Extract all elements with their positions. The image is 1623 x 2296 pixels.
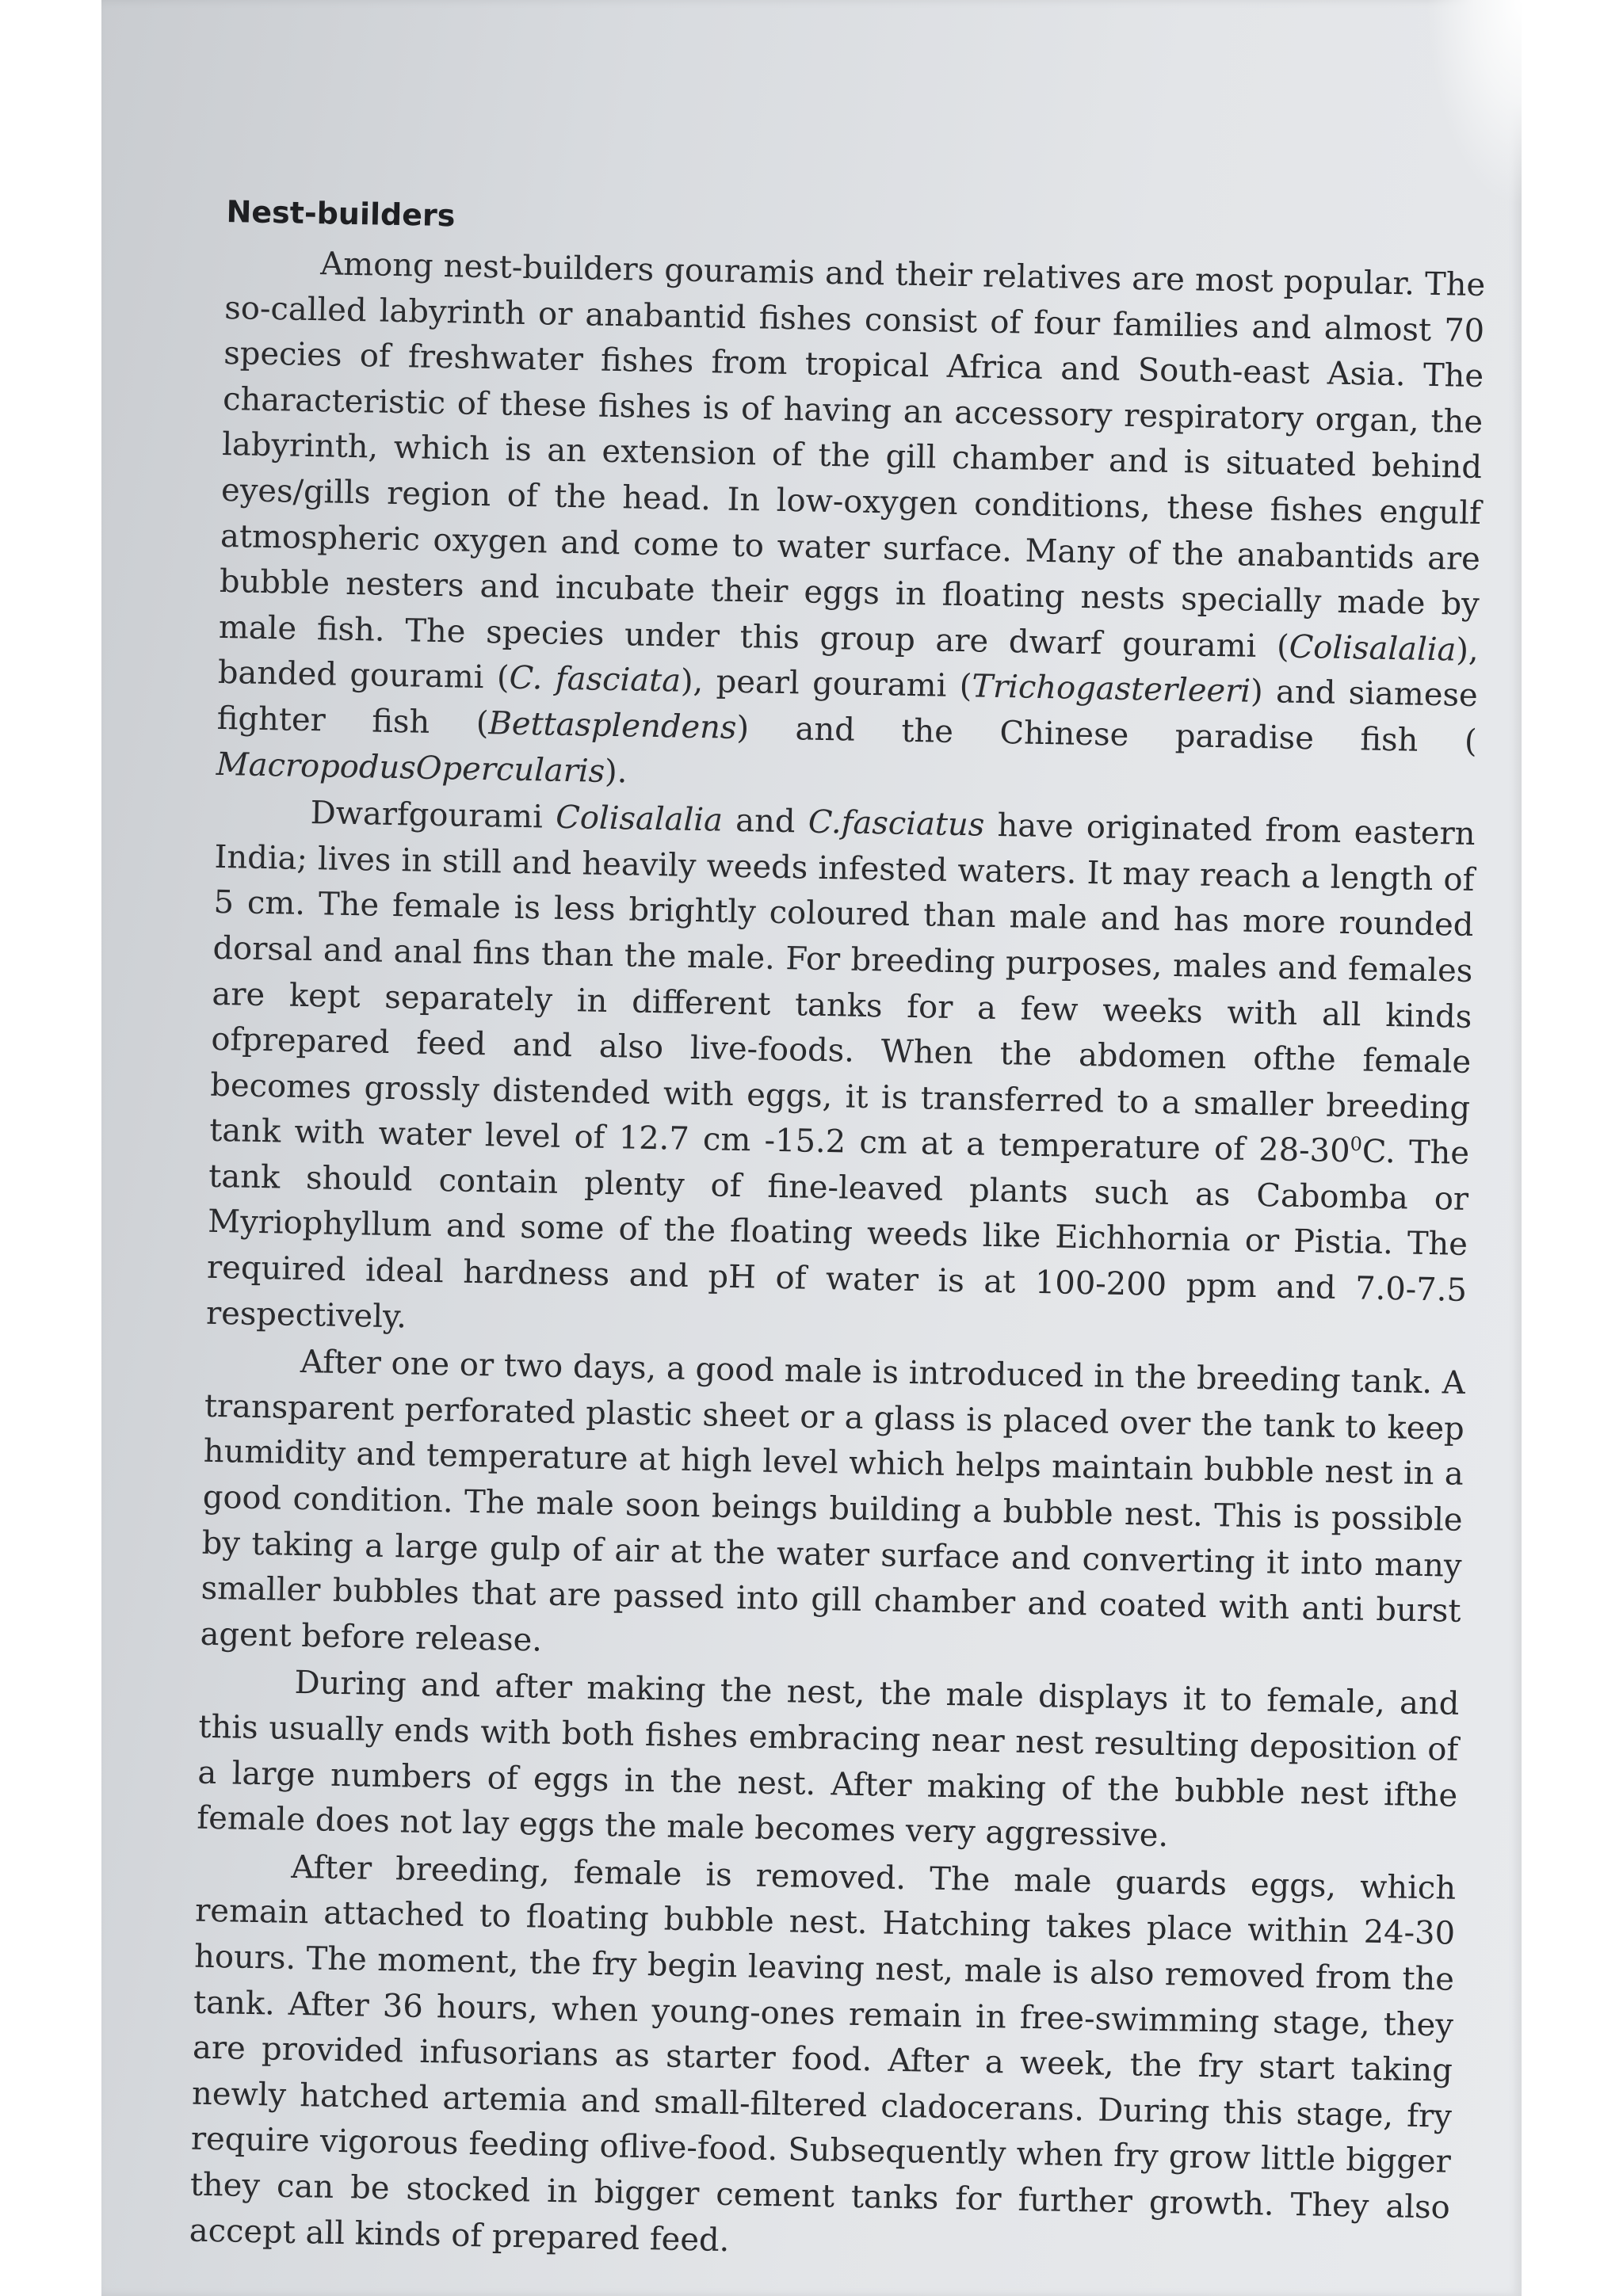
text-run: ) and siamese fighter fish (	[216, 673, 1479, 742]
species-name: Trichogasterleeri	[971, 668, 1251, 711]
species-name: Colisalalia	[1289, 628, 1457, 669]
paragraph-dwarf-gourami	[206, 789, 1476, 1360]
paragraph-intro	[216, 240, 1485, 810]
text-run: ), pearl gourami (	[680, 662, 972, 705]
species-name: C. fasciata	[509, 659, 682, 700]
text-run: ).	[604, 753, 628, 790]
text-run: Dwarfgourami	[310, 795, 556, 836]
section-heading: Nest-builders	[226, 194, 456, 234]
text-run: and	[722, 802, 809, 841]
paragraph-spawning: During and after making the nest, the male displays it to female, and this usually ends with both fishes embracing near nest resulting deposition of a large numbers of eggs in the nest. After making of the bubble nest ifthe female does not lay eggs the male becomes very aggressive.	[197, 1665, 1460, 1855]
species-name: Bettasplendens	[488, 705, 737, 746]
degree-superscript: 0	[1350, 1133, 1363, 1156]
text-run: C. The tank should contain plenty of fine-leaved plants such as Cabomba or Myriophyllum and some of the floating weeds like Eichhornia or Pistia. The required ideal hardness and pH of water is at 100-200 ppm and 7.0-7.5 respectively.	[205, 1133, 1470, 1336]
text-run: Among nest-builders gouramis and their relatives are most popular. The so-called labyrinth or anabantid fishes consist of four families and almost 70 species of freshwater fishes from tropical Africa and South-east Asia. The characteristic of these fishes is of having an accessory respiratory organ, the labyrinth, which is an extension of the gill chamber and is situated behind eyes/gills region of the head. In low-oxygen conditions, these fishes engulf atmospheric oxygen and come to water surface. Many of the anabantids are bubble nesters and incubate their eggs in floating nests specially made by male fish. The species under this group are dwarf gourami (	[218, 246, 1486, 666]
book-page	[101, 0, 1522, 2296]
paragraph-nest-building: After one or two days, a good male is introduced in the breeding tank. A transparent perforated plastic sheet or a glass is placed over the tank to keep humidity and temperature at high level which helps maintain bubble nest in a good condition. The male soon beings building a bubble nest. This is possible by taking a large gulp of air at the water surface and converting it into many smaller bubbles that are passed into gill chamber and coated with anti burst agent before release.	[200, 1344, 1466, 1659]
text-run: ) and the Chinese paradise fish (	[736, 709, 1478, 760]
paragraph-fry-care: After breeding, female is removed. The male guards eggs, which remain attached to floating bubble nest. Hatching takes place within 24-30 hours. The moment, the fry begin leaving nest, male is also removed from the tank. After 36 hours, when young-ones remain in free-swimming stage, they are provided infusorians as starter food. After a week, the fry start taking newly hatched artemia and small-filtered cladocerans. During this stage, fry require vigorous feeding oflive-food. Subsequently when fry grow little bigger they can be stocked in bigger cement tanks for further growth. They also accept all kinds of prepared feed.	[189, 1848, 1457, 2259]
text-run: ), banded gourami (	[217, 631, 1480, 696]
species-name: MacropodusOpercularis	[216, 746, 605, 790]
page-content	[189, 194, 1486, 2279]
species-name: Colisalalia	[555, 799, 724, 839]
text-run: have originated from eastern India; lives in still and heavily weeds infested waters. It may reach a length of 5 cm. The female is less brightly coloured than male and has more rounded dorsal and anal fins than the male. For breeding purposes, males and females are kept separately in different tanks for a few weeks with all kinds ofprepared feed and also live-foods. When the abdomen ofthe female becomes grossly distended with eggs, it is transferred to a smaller breeding tank with water level of 12.7 cm -15.2 cm at a temperature of 28-30	[208, 807, 1476, 1170]
page-curl	[1426, 0, 1522, 206]
species-name: C.fasciatus	[808, 803, 985, 844]
